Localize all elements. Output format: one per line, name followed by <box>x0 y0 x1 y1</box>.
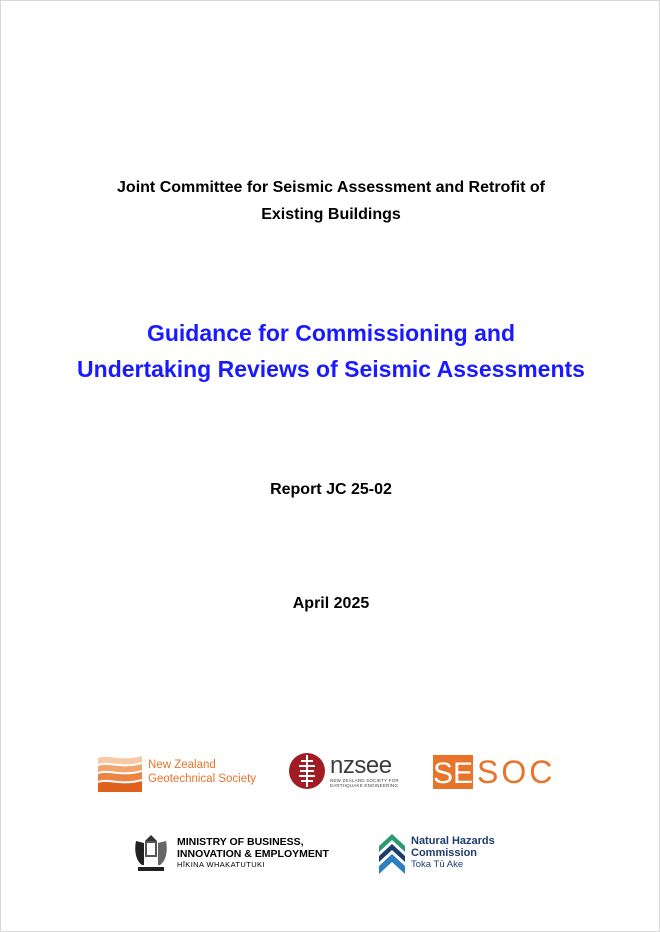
nzsee-name: nzsee <box>330 752 392 779</box>
sesoc-logo <box>433 754 555 790</box>
title-line-2: Undertaking Reviews of Seismic Assessments <box>77 356 585 382</box>
nzsee-subtitle: NEW ZEALAND SOCIETY FOR EARTHQUAKE ENGINEERING <box>330 778 399 788</box>
document-title <box>1 315 660 387</box>
nzsee-seismograph-icon <box>288 751 326 791</box>
nhc-logo <box>379 830 495 876</box>
nzgs-logo <box>98 750 256 794</box>
nhc-mountain-icon <box>379 832 405 874</box>
mbie-line-2: INNOVATION & EMPLOYMENT <box>177 848 329 860</box>
mbie-line-1: MINISTRY OF BUSINESS, <box>177 836 304 848</box>
nhc-line-3: Toka Tū Ake <box>411 859 464 870</box>
committee-line-1: Joint Committee for Seismic Assessment and Retrofit of <box>117 179 545 196</box>
mbie-line-3: HĪKINA WHAKATUTUKI <box>177 860 265 869</box>
sesoc-box-letters: SE <box>433 757 473 789</box>
nzgs-strata-icon <box>98 752 142 792</box>
coat-of-arms-icon <box>130 831 172 875</box>
sesoc-se-icon <box>433 755 473 789</box>
committee-heading <box>1 174 660 228</box>
nzgs-line-2: Geotechnical Society <box>148 773 257 785</box>
mbie-logo <box>130 829 329 877</box>
committee-line-2: Existing Buildings <box>261 206 401 223</box>
title-line-1: Guidance for Commissioning and <box>146 320 516 346</box>
nzsee-logo <box>288 749 400 793</box>
report-number: Report JC 25-02 <box>270 481 392 498</box>
nzgs-line-1: New Zealand <box>148 759 216 771</box>
nhc-line-1: Natural Hazards <box>411 835 495 847</box>
publication-date: April 2025 <box>292 595 370 612</box>
nhc-line-2: Commission <box>411 847 478 859</box>
sesoc-letters: SOC <box>477 754 556 790</box>
